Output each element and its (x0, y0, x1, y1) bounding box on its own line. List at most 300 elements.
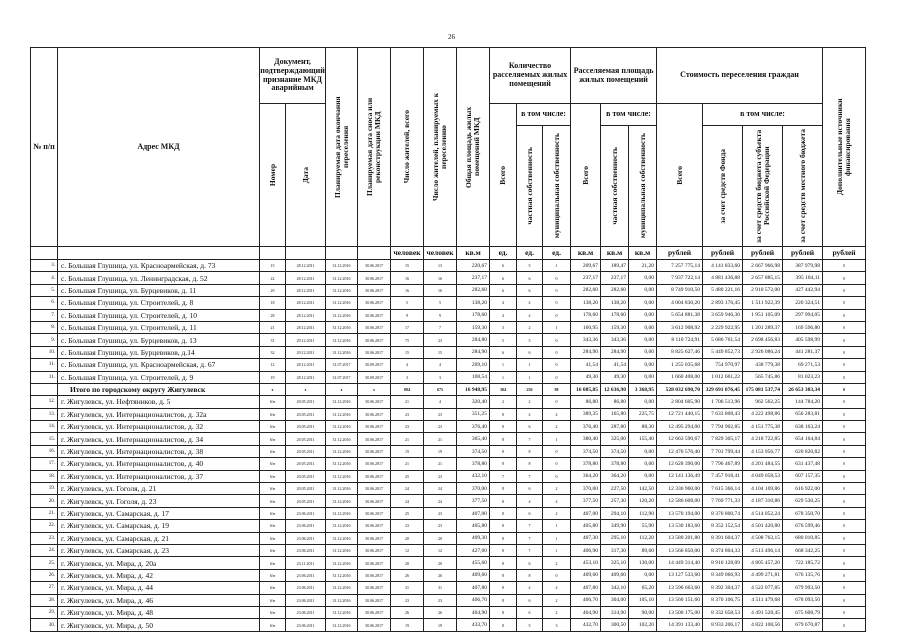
cell-res: 3 (391, 371, 424, 383)
cell-res: 23 (391, 421, 424, 433)
cell-dem: 30.06.2017 (358, 321, 391, 333)
cell-docnum: 6/н (260, 582, 286, 594)
unit-cell: рублей (743, 247, 783, 260)
header-total-area: Общая площадь жилых помещений МКД (457, 48, 490, 247)
cell-cl: 69 271,53 (783, 359, 823, 371)
header-doc-date: Дата (286, 104, 326, 247)
cell-addr: г. Жигулевск, ул. Мира, д. 42 (58, 569, 260, 581)
cell-rm: 1 (543, 544, 571, 556)
header-cost-subject: за счет средств бюджета субъекта Российской Федерации (743, 126, 783, 247)
cell-at: 378,80 (571, 458, 601, 470)
cell-dem: 30.06.2017 (358, 396, 391, 408)
cell-cs: 4 491 528,45 (743, 606, 783, 618)
cell-docnum: 6/н (260, 396, 286, 408)
cell-rp: 8 (517, 445, 543, 457)
table-row (31, 297, 866, 309)
cell-dem: 30.06.2017 (358, 582, 391, 594)
cell-area: 378,80 (457, 458, 490, 470)
cell-cl: 169 596,80 (783, 321, 823, 333)
header-residents-planned: Число жителей, планируемых к переселению (424, 48, 457, 247)
cell-at: 404,90 (571, 606, 601, 618)
cell-dem: 30.06.2017 (358, 445, 391, 457)
cell-docnum: 29 (260, 284, 286, 296)
cell-add: 0 (823, 359, 866, 371)
cell-addr: г. Жигулевск, ул. Мира, д. 50 (58, 619, 260, 631)
header-area-municipal: муниципальная собственность (629, 126, 657, 247)
cell-am: 0,00 (629, 445, 657, 457)
cell-area: 407,00 (457, 507, 490, 519)
cell-area: 455,60 (457, 557, 490, 569)
unit-cell: ед. (490, 247, 517, 260)
cell-ct: 12 721 440,15 (657, 408, 703, 420)
cell-docdate: 20.05.2011 (286, 433, 326, 445)
cell-rp: 6 (517, 272, 543, 284)
cell-docdate: 23.06.2011 (286, 582, 326, 594)
cell-cf: 8 374 804,33 (703, 544, 743, 556)
cell-cf: 7 633 808,43 (703, 408, 743, 420)
cell-cs: 962 562,25 (743, 396, 783, 408)
cell-dem: 30.06.2017 (358, 520, 391, 532)
cell-rm: 0 (543, 346, 571, 358)
cell-ap: 282,60 (601, 284, 629, 296)
cell-res: 26 (391, 606, 424, 618)
cell-ct: 1 255 035,68 (657, 359, 703, 371)
cell-ct: 12 663 590,67 (657, 433, 703, 445)
table-row (31, 260, 866, 272)
cell-ct: 13 596 663,60 (657, 582, 703, 594)
cell-rm: 1 (543, 520, 571, 532)
cell-resp: 24 (424, 483, 457, 495)
header-area-total: Всего (571, 104, 601, 247)
cell-res: 19 (391, 619, 424, 631)
cell-docdate: 20.05.2011 (286, 421, 326, 433)
cell-docdate: 23.06.2011 (286, 619, 326, 631)
cell-rt: 3 (490, 321, 517, 333)
cell-n: 11. (31, 371, 58, 383)
cell-n: 7. (31, 309, 58, 321)
table-row (31, 557, 866, 569)
cell-docnum: 32 (260, 346, 286, 358)
cell-ct: 13 530 183,60 (657, 520, 703, 532)
cell-cf: 7 701 799,44 (703, 445, 743, 457)
cell-res: 17 (391, 321, 424, 333)
table-row (31, 619, 866, 631)
cell-add: 0 (823, 495, 866, 507)
cell-rt: 6 (490, 260, 517, 272)
cell-at: 343,36 (571, 334, 601, 346)
cell-docnum: 18 (260, 297, 286, 309)
unit-cell: человек (391, 247, 424, 260)
cell-am: 0,00 (629, 309, 657, 321)
cell-area: 282,60 (457, 284, 490, 296)
cell-rt: 7 (490, 470, 517, 482)
cell-am: 88,30 (629, 421, 657, 433)
cell-docnum: 6/н (260, 495, 286, 507)
cell-at: 86,80 (571, 396, 601, 408)
cell-cs: 4 513 496,14 (743, 544, 783, 556)
cell-addr: с. Большая Глушица, ул. Бурцевиков, д.14 (58, 346, 260, 358)
cell-cl: 405 598,99 (783, 334, 823, 346)
cell-rm: 2 (543, 557, 571, 569)
cell-cs: 1 511 922,39 (743, 297, 783, 309)
cell-res: 23 (391, 408, 424, 420)
cell-ct: 13 560 151,60 (657, 594, 703, 606)
cell-addr: г. Жигулевск, ул. Мира, д. 44 (58, 582, 260, 594)
cell-resp: 26 (424, 606, 457, 618)
cell-resp: 7 (424, 321, 457, 333)
cell-rt: 8 (490, 606, 517, 618)
cell-ap: 227,50 (601, 483, 629, 495)
cell-addr: г. Жигулевск, ул. Мира, д. 48 (58, 606, 260, 618)
cell-dem: 30.06.2017 (358, 495, 391, 507)
cell-rm: 0 (543, 359, 571, 371)
cell-at: 16 085,85 (571, 383, 601, 395)
cell-rm: 4 (543, 582, 571, 594)
cell-at: 138,20 (571, 297, 601, 309)
cell-rm: 2 (543, 606, 571, 618)
cell-ct: 14 391 133,40 (657, 619, 703, 631)
cell-n: 24. (31, 544, 58, 556)
cell-res: 25 (391, 470, 424, 482)
cell-rm: 1 (543, 260, 571, 272)
cell-rp: 5 (517, 260, 543, 272)
table-row (31, 284, 866, 296)
cell-docdate: 23.06.2011 (286, 569, 326, 581)
cell-area: 427,00 (457, 544, 490, 556)
cell-resp: 19 (424, 445, 457, 457)
cell-res: 15 (391, 346, 424, 358)
cell-cf: 4 881 436,88 (703, 272, 743, 284)
cell-n: 9. (31, 334, 58, 346)
cell-rt: 4 (490, 297, 517, 309)
cell-cs: 4 514 052,24 (743, 507, 783, 519)
cell-area: 284,80 (457, 334, 490, 346)
cell-ap: 237,17 (601, 272, 629, 284)
cell-am: 55,90 (629, 520, 657, 532)
header-rooms-private: частная собственность (517, 126, 543, 247)
cell-docnum: x (260, 383, 286, 395)
cell-am: 0,00 (629, 297, 657, 309)
cell-n: 15. (31, 433, 58, 445)
cell-end: x (326, 383, 358, 395)
cell-dem: x (358, 383, 391, 395)
cell-rt: 8 (490, 421, 517, 433)
cell-ap: 178,60 (601, 309, 629, 321)
cell-resp: 23 (424, 594, 457, 606)
cell-dem: 30.06.2017 (358, 557, 391, 569)
cell-add: 0 (823, 321, 866, 333)
cell-end: 31.12.2016 (326, 433, 358, 445)
cell-rm: 1 (543, 433, 571, 445)
cell-dem: 30.06.2017 (358, 594, 391, 606)
cell-add: 0 (823, 557, 866, 569)
cell-docnum: 6/н (260, 421, 286, 433)
cell-am: 225,75 (629, 408, 657, 420)
cell-rm: 2 (543, 483, 571, 495)
cell-cf: 7 769 771,33 (703, 495, 743, 507)
cell-cf: 8 391 604,37 (703, 532, 743, 544)
cell-rm: 2 (543, 594, 571, 606)
cell-docdate: 23.11.2011 (286, 557, 326, 569)
cell-rt: 5 (490, 334, 517, 346)
cell-end: 31.12.2016 (326, 260, 358, 272)
header-area-group: Расселяемая площадь жилых помещений (571, 48, 657, 104)
cell-ct: 2 804 605,90 (657, 396, 703, 408)
cell-res: 25 (391, 507, 424, 519)
cell-dem: 30.06.2017 (358, 297, 391, 309)
header-rooms-municipal: муниципальная собственность (543, 126, 571, 247)
cell-cs: 4 499 271,81 (743, 569, 783, 581)
cell-at: 282,60 (571, 284, 601, 296)
cell-end: 31.12.2016 (326, 396, 358, 408)
unit-cell: человек (424, 247, 457, 260)
cell-resp: 19 (424, 619, 457, 631)
cell-add: 0 (823, 594, 866, 606)
cell-addr: г. Жигулевск, ул. Интернационалистов, д. 32 (58, 421, 260, 433)
header-rooms-group: Количество расселяемых жилых помещений (490, 48, 571, 104)
cell-addr: г. Жигулевск, ул. Самарская, д. 19 (58, 520, 260, 532)
cell-add: 0 (823, 371, 866, 383)
cell-ap: 343,36 (601, 334, 629, 346)
header-cost-fund: за счет средств Фонда (703, 126, 743, 247)
cell-rp: 4 (517, 495, 543, 507)
cell-am: 0,00 (629, 569, 657, 581)
cell-addr: с. Большая Глушица, ул. Строителей, д. 9 (58, 371, 260, 383)
cell-n: 10. (31, 346, 58, 358)
cell-area: 409,60 (457, 569, 490, 581)
cell-cf: 8 916 128,09 (703, 557, 743, 569)
cell-res: 20 (391, 532, 424, 544)
cell-docdate: 28.12.2011 (286, 309, 326, 321)
cell-area: 370,00 (457, 483, 490, 495)
cell-dem: 30.09.2017 (358, 359, 391, 371)
cell-am: 130,00 (629, 557, 657, 569)
cell-ap: 12 636,90 (601, 383, 629, 395)
cell-docnum: 6/н (260, 433, 286, 445)
cell-ct: 12 141 136,49 (657, 470, 703, 482)
cell-at: 453,10 (571, 557, 601, 569)
cell-addr: г. Жигулевск, ул. Самарская, д. 17 (58, 507, 260, 519)
cell-ct: 5 654 881,38 (657, 309, 703, 321)
cell-dem: 30.06.2017 (358, 544, 391, 556)
cell-area: 108,54 (457, 371, 490, 383)
cell-res: 23 (391, 520, 424, 532)
cell-end: 31.12.2016 (326, 483, 358, 495)
cell-ct: 13 500 175,00 (657, 606, 703, 618)
cell-rt: 8 (490, 458, 517, 470)
total-row (31, 383, 866, 395)
cell-docnum: 28 (260, 309, 286, 321)
cell-add: 0 (823, 272, 866, 284)
cell-at: 405,80 (571, 520, 601, 532)
cell-docnum: 6/н (260, 532, 286, 544)
cell-n: 12. (31, 396, 58, 408)
cell-end: 31.12.2016 (326, 582, 358, 594)
cell-end: 31.07.2017 (326, 359, 358, 371)
cell-res: 21 (391, 458, 424, 470)
cell-res: 24 (391, 495, 424, 507)
cell-ct: 7 937 722,14 (657, 272, 703, 284)
cell-end: 31.12.2016 (326, 321, 358, 333)
cell-ap: 374,50 (601, 445, 629, 457)
header-residents-total: Число жителей, всего (391, 48, 424, 247)
cell-rt: 8 (490, 619, 517, 631)
unit-cell: ед. (543, 247, 571, 260)
cell-end: 31.12.2016 (326, 520, 358, 532)
table-row (31, 396, 866, 408)
cell-end: 31.12.2016 (326, 297, 358, 309)
cell-dem: 30.06.2017 (358, 606, 391, 618)
cell-add: 0 (823, 582, 866, 594)
cell-add: 0 (823, 458, 866, 470)
cell-res: 16 (391, 272, 424, 284)
cell-am: 0,00 (629, 396, 657, 408)
cell-cs: 4 511 479,68 (743, 594, 783, 606)
cell-dem: 30.06.2017 (358, 483, 391, 495)
cell-rt: 8 (490, 433, 517, 445)
cell-n: 30. (31, 619, 58, 631)
cell-ap: 159,30 (601, 321, 629, 333)
cell-add: 0 (823, 334, 866, 346)
cell-cl: 679 993,50 (783, 582, 823, 594)
table-row (31, 483, 866, 495)
cell-cs: 2 926 086,24 (743, 346, 783, 358)
cell-cl: 656 283,81 (783, 408, 823, 420)
header-planned-demolition: Планируемая дата сноса или реконструкции МКД (358, 48, 391, 247)
cell-cf: 2 229 922,95 (703, 321, 743, 333)
cell-rt: 6 (490, 284, 517, 296)
cell-am: 65,20 (629, 582, 657, 594)
cell-docnum: 6/н (260, 483, 286, 495)
cell-docdate: 23.06.2011 (286, 594, 326, 606)
cell-at: 407,80 (571, 582, 601, 594)
cell-am: 112,90 (629, 507, 657, 519)
cell-cl: 427 442,94 (783, 284, 823, 296)
cell-n: 19. (31, 483, 58, 495)
cell-at: 41,54 (571, 359, 601, 371)
cell-add: 0 (823, 297, 866, 309)
cell-resp: 21 (424, 433, 457, 445)
cell-area: 433,70 (457, 619, 490, 631)
cell-cf: 7 457 918,41 (703, 470, 743, 482)
cell-rt: 8 (490, 532, 517, 544)
cell-cf: 5 480 221,16 (703, 284, 743, 296)
cell-add: 0 (823, 507, 866, 519)
cell-rm: 4 (543, 495, 571, 507)
cell-rp: 4 (517, 582, 543, 594)
cell-am: 0,00 (629, 321, 657, 333)
cell-rm: 1 (543, 321, 571, 333)
cell-end: 31.12.2016 (326, 569, 358, 581)
cell-rp: 5 (517, 334, 543, 346)
cell-n: 8. (31, 321, 58, 333)
cell-docnum: 21 (260, 321, 286, 333)
cell-rm: 0 (543, 284, 571, 296)
cell-res: 21 (391, 433, 424, 445)
cell-docnum: 6/н (260, 606, 286, 618)
cell-cf: 8 933 206,17 (703, 619, 743, 631)
table-row (31, 594, 866, 606)
cell-at: 374,50 (571, 445, 601, 457)
cell-addr: г. Жигулевск, ул. Интернационалистов, д. 34 (58, 433, 260, 445)
cell-ap: 349,90 (601, 520, 629, 532)
cell-resp: 31 (424, 582, 457, 594)
cell-rp: 6 (517, 557, 543, 569)
cell-area: 432,10 (457, 470, 490, 482)
cell-resp: 675 (424, 383, 457, 395)
cell-cs: 4 805 457,20 (743, 557, 783, 569)
cell-cl: 676 135,76 (783, 569, 823, 581)
cell-ap: 189,47 (601, 260, 629, 272)
cell-cl: 722 185,72 (783, 557, 823, 569)
cell-resp: 20 (424, 557, 457, 569)
cell-addr: Итого по городскому округу Жигулевск (58, 383, 260, 395)
cell-rp: 6 (517, 421, 543, 433)
cell-ap: 295,10 (601, 532, 629, 544)
cell-rt: 6 (490, 272, 517, 284)
cell-cf: 1 706 513,96 (703, 396, 743, 408)
header-additional: Дополнительные источники финансирования (823, 48, 866, 247)
cell-area: 209,10 (457, 359, 490, 371)
table-row (31, 309, 866, 321)
cell-n: 29. (31, 606, 58, 618)
cell-res: 21 (391, 396, 424, 408)
cell-res: 804 (391, 383, 424, 395)
cell-add: 0 (823, 346, 866, 358)
cell-ct: 12 336 960,00 (657, 483, 703, 495)
cell-cl: 297 994,05 (783, 309, 823, 321)
cell-cf: 8 349 066,93 (703, 569, 743, 581)
cell-n: 21. (31, 507, 58, 519)
cell-cs: 4 049 058,53 (743, 470, 783, 482)
cell-add: 0 (823, 383, 866, 395)
cell-at: 406,70 (571, 594, 601, 606)
cell-am: 0,00 (629, 334, 657, 346)
cell-add: 0 (823, 421, 866, 433)
cell-docnum: 6/н (260, 408, 286, 420)
table-row (31, 421, 866, 433)
cell-am: 0,00 (629, 470, 657, 482)
header-area-private: частная собственность (601, 126, 629, 247)
cell-cs: 2 910 572,00 (743, 284, 783, 296)
cell-add: 0 (823, 606, 866, 618)
cell-docnum: 12 (260, 359, 286, 371)
cell-cs: 4 508 763,15 (743, 532, 783, 544)
cell-end: 31.12.2016 (326, 470, 358, 482)
cell-res: 75 (391, 334, 424, 346)
cell-dem: 30.06.2017 (358, 458, 391, 470)
cell-ap: 86,80 (601, 396, 629, 408)
cell-ct: 4 004 830,20 (657, 297, 703, 309)
cell-addr: с. Большая Глушица, ул. Строителей, д. 10 (58, 309, 260, 321)
cell-resp: 16 (424, 284, 457, 296)
cell-area: 178,60 (457, 309, 490, 321)
cell-at: 209,67 (571, 260, 601, 272)
cell-at: 407,30 (571, 532, 601, 544)
cell-at: 380,40 (571, 433, 601, 445)
cell-rp: 4 (517, 309, 543, 321)
table-row (31, 606, 866, 618)
cell-area: 138,20 (457, 297, 490, 309)
cell-cf: 5 449 852,73 (703, 346, 743, 358)
unit-cell: рублей (783, 247, 823, 260)
cell-add: 0 (823, 532, 866, 544)
cell-cs: 2 667 966,98 (743, 260, 783, 272)
cell-cl: 679 670,87 (783, 619, 823, 631)
cell-res: 4 (391, 359, 424, 371)
cell-am: 142,50 (629, 483, 657, 495)
cell-ct: 13 127 533,60 (657, 569, 703, 581)
